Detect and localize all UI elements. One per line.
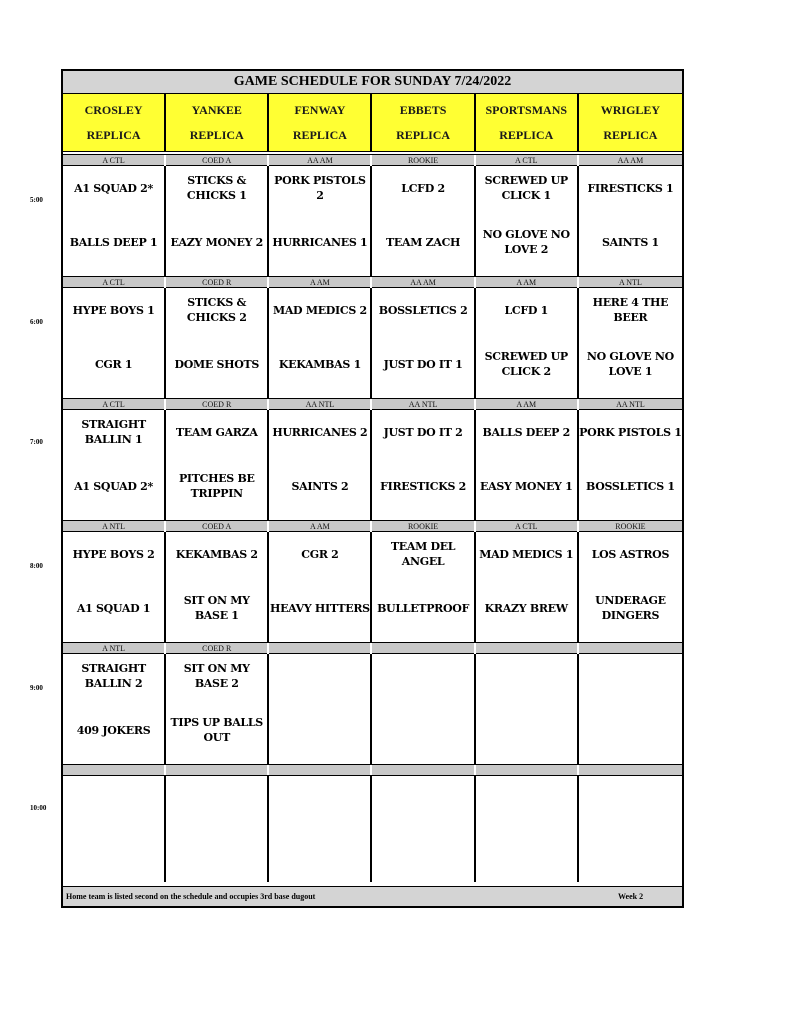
division-label: COED R — [166, 643, 269, 654]
division-label: COED R — [166, 399, 269, 410]
home-team: KRAZY BREW — [484, 601, 568, 615]
games-row — [63, 166, 682, 276]
away-team: TEAM GARZA — [175, 425, 258, 439]
game-cell — [476, 776, 579, 882]
division-label: AA NTL — [372, 399, 475, 410]
field-sub: REPLICA — [499, 128, 554, 142]
away-team: MAD MEDICS 2 — [272, 303, 367, 317]
away-team — [579, 660, 682, 692]
home-team — [579, 836, 682, 868]
game-cell — [269, 166, 372, 276]
away-team: STRAIGHT BALLIN 1 — [81, 418, 146, 446]
home-team — [269, 714, 370, 746]
schedule-sheet — [61, 69, 684, 908]
field-sub: REPLICA — [603, 128, 658, 142]
home-team: SCREWED UP CLICK 2 — [484, 350, 568, 378]
time-slot-block — [63, 764, 682, 882]
game-cell — [269, 654, 372, 764]
time-slot-block — [63, 520, 682, 642]
game-cell — [372, 654, 475, 764]
time-label: 10:00 — [30, 804, 47, 812]
home-team — [372, 714, 473, 746]
game-cell — [166, 532, 269, 642]
field-sub: REPLICA — [292, 128, 347, 142]
game-cell — [63, 654, 166, 764]
division-label: COED A — [166, 155, 269, 166]
game-cell — [166, 288, 269, 398]
away-team — [269, 660, 370, 692]
division-label — [579, 643, 682, 654]
away-team: STICKS & CHICKS 1 — [186, 174, 247, 202]
away-team — [63, 782, 164, 814]
division-label: AA NTL — [269, 399, 372, 410]
away-team: LCFD 2 — [401, 181, 445, 195]
game-cell — [269, 410, 372, 520]
game-cell — [476, 532, 579, 642]
game-cell — [372, 166, 475, 276]
game-cell — [372, 410, 475, 520]
home-team: EASY MONEY 1 — [480, 479, 573, 493]
away-team: STICKS & CHICKS 2 — [186, 296, 247, 324]
home-team — [166, 836, 267, 868]
away-team — [269, 782, 370, 814]
away-team: A1 SQUAD 2* — [74, 181, 153, 195]
away-team: BOSSLETICS 2 — [378, 303, 468, 317]
away-team: HERE 4 THE BEER — [592, 296, 669, 324]
home-team: DOME SHOTS — [174, 357, 260, 371]
field-header-wrigley — [579, 94, 682, 152]
games-row — [63, 532, 682, 642]
home-team — [579, 714, 682, 746]
game-cell — [166, 776, 269, 882]
away-team: LCFD 1 — [504, 303, 548, 317]
division-label: COED R — [166, 277, 269, 288]
home-team: NO GLOVE NO LOVE 2 — [482, 228, 570, 256]
game-cell — [372, 776, 475, 882]
division-label — [166, 765, 269, 775]
game-cell — [269, 776, 372, 882]
games-row — [63, 654, 682, 764]
field-header-sportsmans — [476, 94, 579, 152]
away-team — [476, 782, 577, 814]
game-cell — [579, 410, 682, 520]
division-label: A NTL — [63, 521, 166, 532]
away-team — [579, 782, 682, 814]
game-cell — [579, 166, 682, 276]
division-label: A CTL — [476, 155, 579, 166]
division-label: AA NTL — [616, 400, 645, 409]
game-cell — [476, 288, 579, 398]
away-team — [166, 782, 267, 814]
away-team: HYPE BOYS 2 — [72, 547, 155, 561]
division-row — [63, 520, 682, 532]
division-label — [269, 643, 372, 654]
game-cell — [166, 166, 269, 276]
game-cell — [63, 166, 166, 276]
home-team: SAINTS 2 — [291, 479, 349, 493]
field-name: WRIGLEY — [600, 103, 661, 117]
division-label — [269, 765, 372, 775]
field-sub: REPLICA — [189, 128, 244, 142]
time-slot-block — [63, 398, 682, 520]
game-cell — [476, 654, 579, 764]
away-team: STRAIGHT BALLIN 2 — [81, 662, 146, 690]
division-label: A CTL — [476, 521, 579, 532]
home-team: UNDERAGE DINGERS — [595, 594, 666, 622]
home-team: PITCHES BE TRIPPIN — [178, 472, 255, 500]
home-team: SAINTS 1 — [601, 235, 659, 249]
away-team: HYPE BOYS 1 — [72, 303, 155, 317]
field-name: FENWAY — [294, 103, 346, 117]
away-team — [372, 782, 473, 814]
away-team: PORK PISTOLS 1 — [579, 425, 682, 439]
game-cell — [579, 288, 682, 398]
away-team: BALLS DEEP 2 — [482, 425, 571, 439]
game-cell — [372, 288, 475, 398]
division-label: AA AM — [269, 155, 372, 166]
division-label: A CTL — [63, 277, 166, 288]
game-cell — [476, 166, 579, 276]
home-team — [476, 836, 577, 868]
home-team: BULLETPROOF — [377, 601, 470, 615]
time-label: 6:00 — [30, 318, 43, 326]
division-label: ROOKIE — [615, 522, 646, 531]
away-team: HURRICANES 2 — [272, 425, 368, 439]
away-team: KEKAMBAS 2 — [175, 547, 258, 561]
away-team: CGR 2 — [301, 547, 339, 561]
division-label: A AM — [476, 277, 579, 288]
division-label — [372, 765, 475, 775]
home-team: A1 SQUAD 2* — [74, 479, 153, 493]
division-label: A NTL — [618, 278, 642, 287]
field-header-yankee — [166, 94, 269, 152]
division-row — [63, 276, 682, 288]
home-team: HURRICANES 1 — [272, 235, 368, 249]
division-label: A CTL — [63, 399, 166, 410]
game-cell — [63, 410, 166, 520]
games-row — [63, 410, 682, 520]
home-team: CGR 1 — [94, 357, 133, 371]
home-team: HEAVY HITTERS — [269, 601, 370, 615]
time-label: 8:00 — [30, 562, 43, 570]
division-row — [63, 154, 682, 166]
home-team: TIPS UP BALLS OUT — [170, 716, 263, 744]
games-row — [63, 288, 682, 398]
field-header-fenway — [269, 94, 372, 152]
game-cell — [579, 532, 682, 642]
division-label — [63, 765, 166, 775]
home-team: TEAM ZACH — [386, 235, 461, 249]
game-cell — [63, 776, 166, 882]
division-label: A CTL — [63, 155, 166, 166]
field-header-row — [63, 94, 682, 152]
field-name: YANKEE — [191, 103, 242, 117]
home-team: NO GLOVE NO LOVE 1 — [586, 350, 674, 378]
time-label: 7:00 — [30, 438, 43, 446]
division-row — [63, 764, 682, 776]
home-team — [63, 836, 164, 868]
home-team: JUST DO IT 1 — [383, 357, 463, 371]
game-cell — [269, 532, 372, 642]
division-row — [63, 642, 682, 654]
time-label: 5:00 — [30, 196, 43, 204]
division-label: A AM — [269, 277, 372, 288]
away-team: PORK PISTOLS 2 — [274, 174, 366, 202]
time-slot-block — [63, 642, 682, 764]
division-label — [476, 643, 579, 654]
field-header-ebbets — [372, 94, 475, 152]
away-team — [476, 660, 577, 692]
time-label: 9:00 — [30, 684, 43, 692]
division-label: A AM — [476, 399, 579, 410]
division-label: A NTL — [63, 643, 166, 654]
field-sub: REPLICA — [396, 128, 451, 142]
field-name: CROSLEY — [84, 103, 143, 117]
away-team: MAD MEDICS 1 — [479, 547, 574, 561]
home-team: 409 JOKERS — [76, 723, 151, 737]
division-label — [476, 765, 579, 775]
away-team: JUST DO IT 2 — [383, 425, 463, 439]
field-name: EBBETS — [399, 103, 447, 117]
game-cell — [166, 410, 269, 520]
game-cell — [63, 532, 166, 642]
home-team — [372, 836, 473, 868]
home-team: A1 SQUAD 1 — [76, 601, 151, 615]
game-cell — [269, 288, 372, 398]
home-team — [269, 836, 370, 868]
division-label: ROOKIE — [372, 155, 475, 166]
field-name: SPORTSMANS — [485, 103, 568, 117]
game-cell — [476, 410, 579, 520]
schedule-footer — [63, 886, 682, 906]
games-row — [63, 776, 682, 882]
home-team: KEKAMBAS 1 — [278, 357, 361, 371]
division-label — [372, 643, 475, 654]
division-label: AA AM — [617, 156, 644, 165]
home-team — [476, 714, 577, 746]
game-cell — [63, 288, 166, 398]
field-header-crosley — [63, 94, 166, 152]
away-team: SIT ON MY BASE 2 — [183, 662, 250, 690]
division-row — [63, 398, 682, 410]
week-label: Week 2 — [618, 892, 644, 901]
home-team: BOSSLETICS 1 — [586, 479, 675, 493]
division-label — [579, 765, 682, 775]
game-cell — [372, 532, 475, 642]
game-cell — [579, 654, 682, 764]
division-label: A AM — [269, 521, 372, 532]
footer-note: Home team is listed second on the schedule and occupies 3rd base dugout — [66, 892, 316, 901]
away-team: TEAM DEL ANGEL — [390, 540, 456, 568]
time-slot-block — [63, 154, 682, 276]
division-label: COED A — [166, 521, 269, 532]
home-team: FIRESTICKS 2 — [380, 479, 467, 493]
division-label: AA AM — [372, 277, 475, 288]
away-team: FIRESTICKS 1 — [587, 181, 674, 195]
home-team: EAZY MONEY 2 — [170, 235, 264, 249]
away-team: SCREWED UP CLICK 1 — [484, 174, 568, 202]
time-slot-block — [63, 276, 682, 398]
away-team: LOS ASTROS — [591, 547, 670, 561]
away-team — [372, 660, 473, 692]
field-sub: REPLICA — [86, 128, 141, 142]
home-team: BALLS DEEP 1 — [69, 235, 158, 249]
division-label: ROOKIE — [372, 521, 475, 532]
game-cell — [166, 654, 269, 764]
schedule-title: GAME SCHEDULE FOR SUNDAY 7/24/2022 — [63, 71, 682, 94]
home-team: SIT ON MY BASE 1 — [183, 594, 250, 622]
game-cell — [579, 776, 682, 882]
